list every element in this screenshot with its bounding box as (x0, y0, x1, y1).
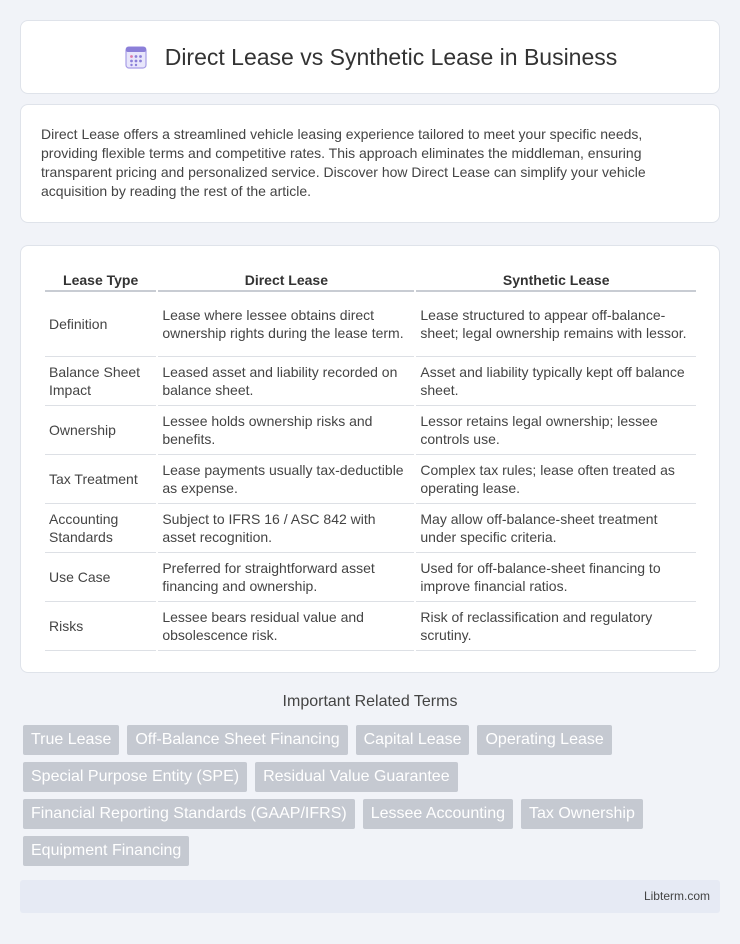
term-tag[interactable]: Financial Reporting Standards (GAAP/IFRS) (23, 799, 355, 829)
table-row (45, 455, 696, 504)
table-header: Direct Lease (158, 266, 414, 292)
table-cell: Subject to IFRS 16 / ASC 842 with asset recognition. (158, 504, 414, 553)
term-tag[interactable]: Capital Lease (356, 725, 470, 755)
table-row (45, 292, 696, 357)
table-header: Synthetic Lease (416, 266, 696, 292)
related-terms-title: Important Related Terms (282, 693, 458, 710)
table-row (45, 553, 696, 602)
table-cell: May allow off-balance-sheet treatment under specific criteria. (416, 504, 696, 553)
table-header-row (45, 266, 696, 292)
table-cell: Risk of reclassification and regulatory scrutiny. (416, 602, 696, 651)
table-cell: Complex tax rules; lease often treated as operating lease. (416, 455, 696, 504)
table-cell: Preferred for straightforward asset financing and ownership. (158, 553, 414, 602)
term-tag[interactable]: True Lease (23, 725, 119, 755)
row-label: Use Case (45, 553, 156, 602)
table-row (45, 602, 696, 651)
table-header: Lease Type (45, 266, 156, 292)
table-cell: Asset and liability typically kept off balance sheet. (416, 357, 696, 406)
footer-brand-link[interactable]: Libterm.com (643, 889, 710, 903)
row-label: Definition (45, 292, 156, 357)
table-row (45, 504, 696, 553)
comparison-table (43, 266, 698, 651)
page-title: Direct Lease vs Synthetic Lease in Business (164, 43, 618, 70)
intro-text: Direct Lease offers a streamlined vehicle leasing experience tailored to meet your specific needs, providing flexible terms and competitive rates. This approach eliminates the middleman, ensuring transparent pricing and personalized service. Discover how Direct Lease can simplify your vehicle acquisition by reading the rest of the article. (41, 126, 646, 199)
table-cell: Lease structured to appear off-balance-sheet; legal ownership remains with lessor. (416, 292, 696, 357)
table-row (45, 406, 696, 455)
row-label: Ownership (45, 406, 156, 455)
term-tag[interactable]: Residual Value Guarantee (255, 762, 458, 792)
row-label: Balance Sheet Impact (45, 357, 156, 406)
table-cell: Leased asset and liability recorded on balance sheet. (158, 357, 414, 406)
related-terms-list (23, 725, 713, 866)
table-cell: Used for off-balance-sheet financing to improve financial ratios. (416, 553, 696, 602)
comparison-table-card (20, 245, 720, 673)
table-cell: Lease payments usually tax-deductible as expense. (158, 455, 414, 504)
term-tag[interactable]: Operating Lease (477, 725, 611, 755)
term-tag[interactable]: Equipment Financing (23, 836, 189, 866)
term-tag[interactable]: Special Purpose Entity (SPE) (23, 762, 247, 792)
row-label: Tax Treatment (45, 455, 156, 504)
row-label: Accounting Standards (45, 504, 156, 553)
intro-card (20, 104, 720, 223)
term-tag[interactable]: Off-Balance Sheet Financing (127, 725, 347, 755)
table-cell: Lessor retains legal ownership; lessee controls use. (416, 406, 696, 455)
table-cell: Lessee bears residual value and obsolescence risk. (158, 602, 414, 651)
table-cell: Lessee holds ownership risks and benefits. (158, 406, 414, 455)
term-tag[interactable]: Lessee Accounting (363, 799, 513, 829)
row-label: Risks (45, 602, 156, 651)
table-cell: Lease where lessee obtains direct ownership rights during the lease term. (158, 292, 414, 357)
title-card (20, 20, 720, 94)
footer (20, 880, 720, 913)
term-tag[interactable]: Tax Ownership (521, 799, 643, 829)
document-icon (123, 44, 149, 70)
table-row (45, 357, 696, 406)
